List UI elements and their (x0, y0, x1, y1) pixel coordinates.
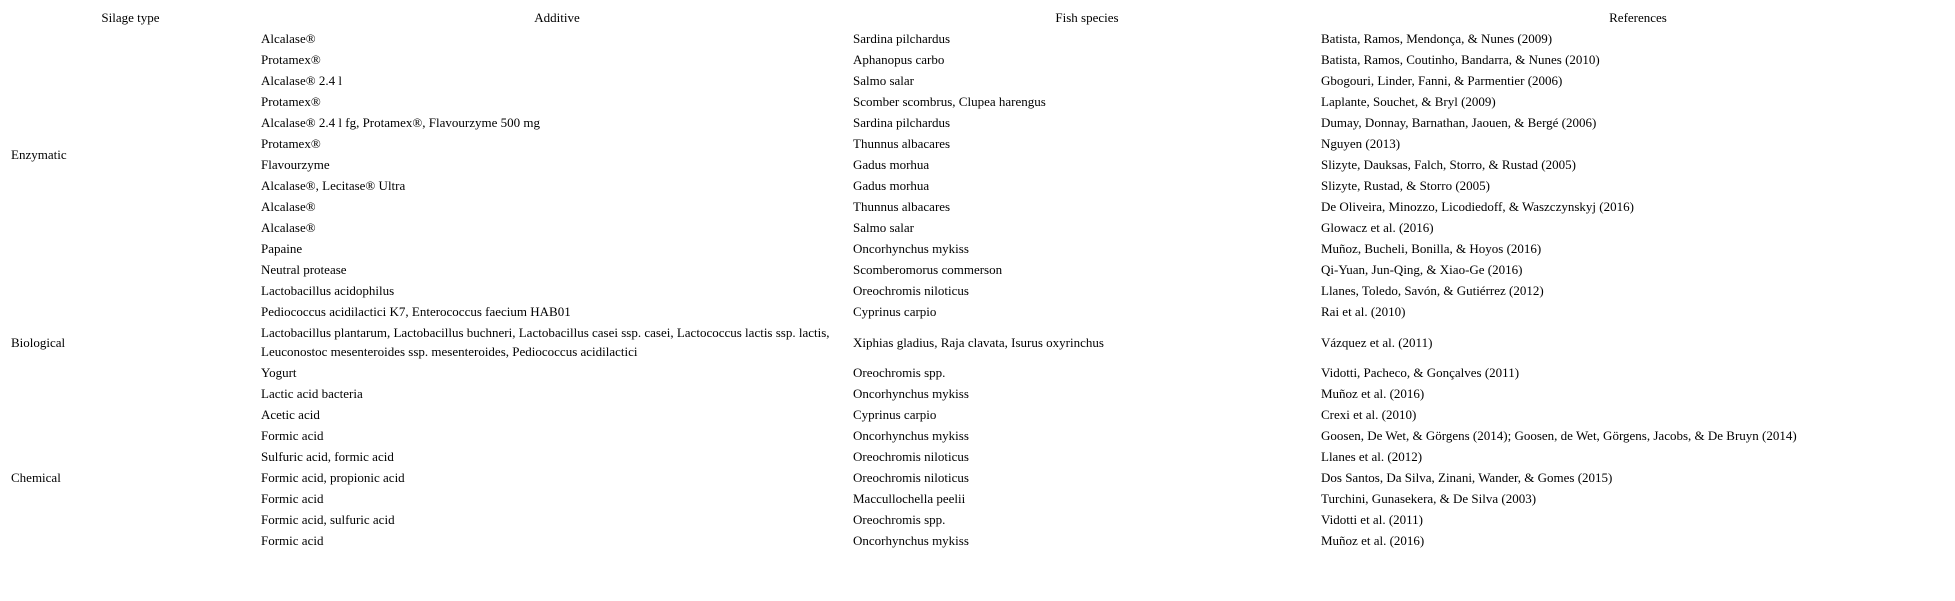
additive-cell: Yogurt (261, 365, 297, 380)
additive-cell: Alcalase®, Lecitase® Ultra (261, 178, 406, 193)
table-row (0, 238, 1955, 259)
additive-cell: Protamex® (261, 52, 321, 67)
reference-cell: Muñoz et al. (2016) (1321, 386, 1425, 401)
fish-species-cell: Scomber scombrus, Clupea harengus (853, 94, 1046, 109)
additive-cell: Protamex® (261, 94, 321, 109)
fish-species-cell: Gadus morhua (853, 157, 930, 172)
fish-species-cell: Aphanopus carbo (853, 52, 945, 67)
additive-cell: Alcalase® (261, 199, 316, 214)
table-row (0, 530, 1955, 551)
additive-cell: Alcalase® (261, 220, 316, 235)
table-row (0, 112, 1955, 133)
fish-species-cell: Maccullochella peelii (853, 491, 966, 506)
reference-cell: Muñoz, Bucheli, Bonilla, & Hoyos (2016) (1321, 241, 1542, 256)
reference-cell: Llanes, Toledo, Savón, & Gutiérrez (2012) (1321, 283, 1544, 298)
fish-species-cell: Salmo salar (853, 220, 915, 235)
fish-species-cell: Cyprinus carpio (853, 304, 937, 319)
fish-species-cell: Gadus morhua (853, 178, 930, 193)
reference-cell: Nguyen (2013) (1321, 136, 1401, 151)
table-row (0, 383, 1955, 404)
reference-cell: Dos Santos, Da Silva, Zinani, Wander, & Gomes (2015) (1321, 470, 1613, 485)
fish-species-cell: Oncorhynchus mykiss (853, 428, 969, 443)
reference-cell: De Oliveira, Minozzo, Licodiedoff, & Waszczynskyj (2016) (1321, 199, 1634, 214)
additive-cell: Formic acid (261, 491, 324, 506)
fish-species-cell: Scomberomorus commerson (853, 262, 1003, 277)
additive-cell: Protamex® (261, 136, 321, 151)
table-row (0, 70, 1955, 91)
reference-cell: Vázquez et al. (2011) (1321, 334, 1433, 350)
fish-species-cell: Oreochromis niloticus (853, 470, 969, 485)
additive-cell: Papaine (261, 241, 303, 256)
silage-table (0, 7, 1955, 551)
table-row (0, 509, 1955, 530)
additive-cell: Neutral protease (261, 262, 347, 277)
table-row (0, 301, 1955, 322)
header-additive: Additive (534, 9, 580, 25)
additive-cell: Formic acid, sulfuric acid (261, 512, 395, 527)
additive-cell: Pediococcus acidilactici K7, Enterococcus faecium HAB01 (261, 304, 571, 319)
additive-cell: Acetic acid (261, 407, 320, 422)
fish-species-cell: Oreochromis niloticus (853, 449, 969, 464)
fish-species-cell: Oreochromis spp. (853, 365, 946, 380)
reference-cell: Qi-Yuan, Jun-Qing, & Xiao-Ge (2016) (1321, 262, 1523, 277)
silage-type-cell: Biological (11, 334, 66, 350)
reference-cell: Llanes et al. (2012) (1321, 449, 1423, 464)
table-row (0, 217, 1955, 238)
table-row (0, 259, 1955, 280)
reference-cell: Rai et al. (2010) (1321, 304, 1406, 319)
additive-cell: Lactobacillus plantarum, Lactobacillus buchneri, Lactobacillus casei ssp. casei, Lactococcus lactis ssp. lactis, Leuconostoc mesenteroides ssp. mesenteroides, Pediococcus acidilactici (261, 325, 830, 359)
additive-cell: Lactic acid bacteria (261, 386, 363, 401)
table-row (0, 467, 1955, 488)
table-row (0, 322, 1955, 362)
table-row (0, 28, 1955, 49)
fish-species-cell: Thunnus albacares (853, 199, 951, 214)
table-row (0, 91, 1955, 112)
reference-cell: Laplante, Souchet, & Bryl (2009) (1321, 94, 1496, 109)
fish-species-cell: Xiphias gladius, Raja clavata, Isurus oxyrinchus (853, 334, 1104, 350)
silage-type-cell: Chemical (11, 470, 61, 485)
additive-cell: Formic acid (261, 533, 324, 548)
additive-cell: Lactobacillus acidophilus (261, 283, 395, 298)
fish-species-cell: Oreochromis niloticus (853, 283, 969, 298)
fish-species-cell: Oncorhynchus mykiss (853, 241, 969, 256)
reference-cell: Crexi et al. (2010) (1321, 407, 1417, 422)
additive-cell: Flavourzyme (261, 157, 330, 172)
table-row (0, 425, 1955, 446)
reference-cell: Vidotti, Pacheco, & Gonçalves (2011) (1321, 365, 1520, 380)
header-references: References (1609, 9, 1667, 25)
reference-cell: Vidotti et al. (2011) (1321, 512, 1423, 527)
fish-species-cell: Thunnus albacares (853, 136, 951, 151)
fish-species-cell: Salmo salar (853, 73, 915, 88)
reference-cell: Turchini, Gunasekera, & De Silva (2003) (1321, 491, 1537, 506)
header-row (0, 7, 1955, 28)
reference-cell: Glowacz et al. (2016) (1321, 220, 1434, 235)
table-row (0, 154, 1955, 175)
additive-cell: Sulfuric acid, formic acid (261, 449, 394, 464)
additive-cell: Alcalase® (261, 31, 316, 46)
reference-cell: Goosen, De Wet, & Görgens (2014); Goosen, de Wet, Görgens, Jacobs, & De Bruyn (2014) (1321, 428, 1797, 443)
reference-cell: Muñoz et al. (2016) (1321, 533, 1425, 548)
fish-species-cell: Oreochromis spp. (853, 512, 946, 527)
additive-cell: Formic acid, propionic acid (261, 470, 405, 485)
table-row (0, 280, 1955, 301)
reference-cell: Batista, Ramos, Mendonça, & Nunes (2009) (1321, 31, 1553, 46)
table-body (0, 28, 1955, 551)
reference-cell: Batista, Ramos, Coutinho, Bandarra, & Nunes (2010) (1321, 52, 1600, 67)
table-row (0, 175, 1955, 196)
header-silage-type: Silage type (101, 9, 160, 25)
header-fish-species: Fish species (1055, 9, 1119, 25)
reference-cell: Slizyte, Rustad, & Storro (2005) (1321, 178, 1490, 193)
reference-cell: Slizyte, Dauksas, Falch, Storro, & Rustad (2005) (1321, 157, 1576, 172)
table-row (0, 133, 1955, 154)
silage-type-cell: Enzymatic (11, 146, 67, 162)
table-row (0, 49, 1955, 70)
fish-species-cell: Oncorhynchus mykiss (853, 533, 969, 548)
fish-species-cell: Sardina pilchardus (853, 31, 951, 46)
reference-cell: Gbogouri, Linder, Fanni, & Parmentier (2006) (1321, 73, 1563, 88)
fish-species-cell: Cyprinus carpio (853, 407, 937, 422)
table-row (0, 362, 1955, 383)
additive-cell: Alcalase® 2.4 l fg, Protamex®, Flavourzyme 500 mg (261, 115, 540, 130)
table-row (0, 404, 1955, 425)
table-row (0, 196, 1955, 217)
table-row (0, 446, 1955, 467)
fish-species-cell: Sardina pilchardus (853, 115, 951, 130)
additive-cell: Formic acid (261, 428, 324, 443)
fish-species-cell: Oncorhynchus mykiss (853, 386, 969, 401)
reference-cell: Dumay, Donnay, Barnathan, Jaouen, & Bergé (2006) (1321, 115, 1597, 130)
additive-cell: Alcalase® 2.4 l (261, 73, 342, 88)
table-row (0, 488, 1955, 509)
